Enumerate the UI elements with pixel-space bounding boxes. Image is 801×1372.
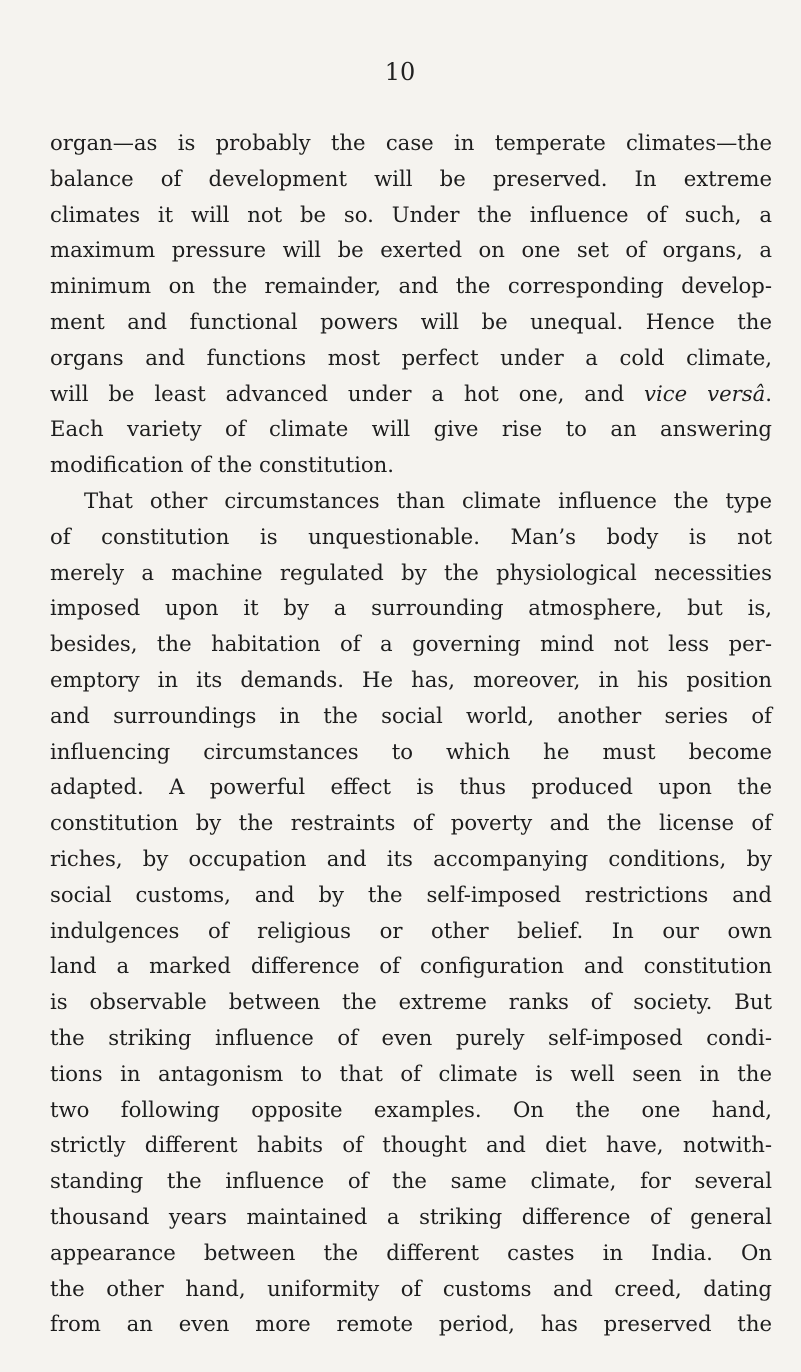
text-line: appearance between the different castes in India. On <box>50 1239 772 1265</box>
text-line: adapted. A powerful effect is thus produced upon the <box>50 774 772 800</box>
text-line: Each variety of climate will give rise to an answering <box>50 416 772 442</box>
text-line: social customs, and by the self-imposed restrictions and <box>50 881 772 907</box>
text-line: constitution by the restraints of poverty and the license of <box>50 810 772 836</box>
text-line: land a marked difference of configuration and constitution <box>50 953 772 979</box>
text-line: strictly different habits of thought and diet have, notwith- <box>50 1132 772 1158</box>
text-line: from an even more remote period, has preserved the <box>50 1311 772 1337</box>
text-line: influencing circumstances to which he must become <box>50 738 772 764</box>
text-line: standing the influence of the same climate, for several <box>50 1168 772 1194</box>
text-line: besides, the habitation of a governing mind not less per- <box>50 631 772 657</box>
text-line: minimum on the remainder, and the corresponding develop- <box>50 273 772 299</box>
text-line: is observable between the extreme ranks of society. But <box>50 989 772 1015</box>
text-line: organ—as is probably the case in temperate climates—the <box>50 130 772 155</box>
text-line: riches, by occupation and its accompanying conditions, by <box>50 845 772 871</box>
text-line: of constitution is unquestionable. Man’s body is not <box>50 523 772 549</box>
text-line: emptory in its demands. He has, moreover, in his position <box>50 666 772 692</box>
text-line: the striking influence of even purely self-imposed condi- <box>50 1024 772 1050</box>
text-line: balance of development will be preserved. In extreme <box>50 165 772 191</box>
text-line: thousand years maintained a striking difference of general <box>50 1203 772 1229</box>
text-line: maximum pressure will be exerted on one set of organs, a <box>50 237 772 263</box>
text-line-with-italic: will be least advanced under a hot one, and vice versâ. <box>50 380 772 406</box>
text-line: indulgences of religious or other belief. In our own <box>50 917 772 943</box>
text-line: tions in antagonism to that of climate is well seen in the <box>50 1060 772 1086</box>
italic-phrase: vice versâ <box>644 380 766 406</box>
paragraph-2 <box>50 483 772 1342</box>
text-line: and surroundings in the social world, another series of <box>50 702 772 728</box>
page-number: 10 <box>384 58 416 86</box>
text-line: ment and functional powers will be unequal. Hence the <box>50 308 772 334</box>
text-line: climates it will not be so. Under the influence of such, a <box>50 201 772 227</box>
text-line: two following opposite examples. On the one hand, <box>50 1096 772 1122</box>
text-line: the other hand, uniformity of customs and creed, dating <box>50 1275 772 1301</box>
text-line: modification of the constitution. <box>50 452 395 478</box>
text-line: merely a machine regulated by the physiological necessities <box>50 559 772 585</box>
text-line: imposed upon it by a surrounding atmosphere, but is, <box>50 595 772 621</box>
text-line: organs and functions most perfect under a cold climate, <box>50 344 772 370</box>
text-line: That other circumstances than climate influence the type <box>84 487 772 513</box>
paragraph-1 <box>50 125 772 483</box>
body-text <box>50 125 772 1342</box>
